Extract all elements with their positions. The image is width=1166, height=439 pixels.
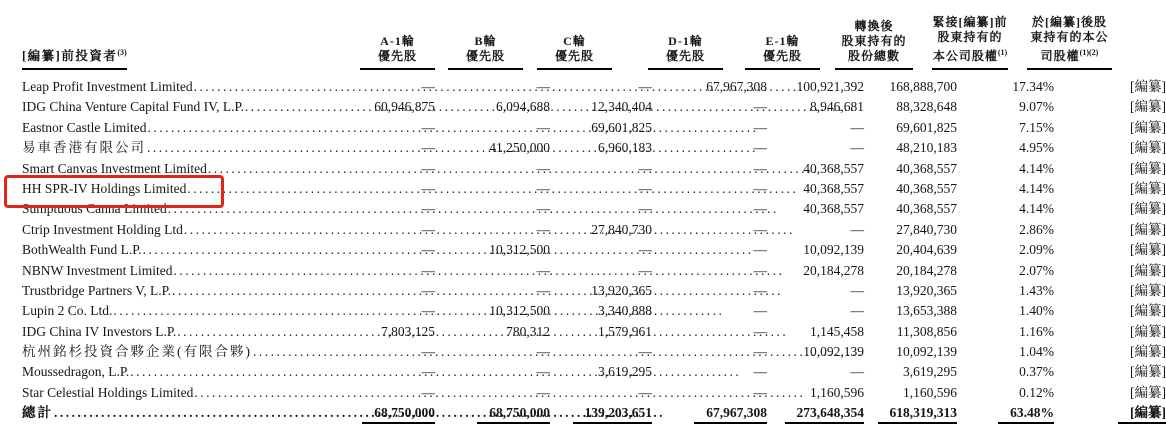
column-header-b: B輪 優先股 (448, 34, 523, 70)
cell-total: 1,160,596 (903, 384, 957, 400)
cell-total: 11,308,856 (896, 323, 957, 339)
table-row (22, 199, 1166, 219)
total-label: 總計 (22, 405, 53, 421)
investor-column-header (22, 46, 127, 70)
cell-a1: — (421, 344, 435, 360)
cell-e1: 100,921,392 (796, 79, 864, 94)
table-row (22, 301, 1166, 321)
cell-total: 40,368,557 (896, 180, 957, 196)
cell-total: 27,840,730 (896, 221, 957, 237)
cell-b: — (536, 262, 550, 278)
investor-name-cell (22, 220, 345, 240)
table-row (22, 281, 1166, 301)
cell-pct_before: 1.43% (1019, 282, 1054, 298)
investor-name-cell (22, 281, 345, 301)
cell-c: — (638, 180, 652, 196)
cell-d1: — (753, 344, 767, 360)
cell-b: — (536, 119, 550, 135)
cell-pct_before: 0.12% (1019, 384, 1054, 400)
cell-d1: — (753, 303, 767, 319)
cell-pct_after: [編纂] (1130, 323, 1166, 339)
table-row (22, 240, 1166, 260)
cell-c: — (638, 262, 652, 278)
cell-e1: 10,092,139 (803, 242, 864, 258)
cell-b: — (536, 364, 550, 380)
cell-b: 10,312,500 (489, 303, 550, 319)
investor-name-cell (22, 179, 345, 199)
cell-total: 20,404,639 (896, 242, 957, 258)
cell-pct_after: [編纂] (1130, 160, 1166, 176)
investor-name: BothWealth Fund L.P. (22, 242, 142, 258)
cell-a1: 60,946,875 (374, 99, 435, 115)
table-row-highlighted (22, 179, 1166, 199)
cell-e1 (767, 403, 864, 423)
column-header-pct_before: 緊接[編纂]前 股東持有的 本公司股權$^{(1)}$ (932, 15, 1008, 70)
pre-investor-shareholding-table (22, 15, 1166, 424)
table-row (22, 118, 1166, 138)
cell-pct_before: 4.14% (1019, 201, 1054, 217)
cell-d1: — (753, 384, 767, 400)
header-investor-column (22, 46, 345, 70)
cell-c: — (638, 242, 652, 258)
investor-name-cell (22, 301, 345, 321)
cell-pct_after: [編纂] (1130, 282, 1166, 298)
cell-pct_after: [編纂] (1130, 303, 1166, 319)
cell-b: 6,094,688 (496, 99, 550, 115)
cell-d1: — (753, 180, 767, 196)
investor-name-cell (22, 322, 345, 342)
table-body (22, 77, 1166, 424)
table-row (22, 159, 1166, 179)
cell-d1: — (753, 364, 767, 380)
cell-pct_before: 0.37% (1019, 364, 1054, 380)
investor-name: Star Celestial Holdings Limited (22, 384, 194, 400)
table-row (22, 220, 1166, 240)
investor-name-cell (22, 240, 345, 260)
cell-total: 13,653,388 (896, 303, 957, 319)
cell-c: 27,840,730 (591, 221, 652, 237)
cell-total: 88,328,648 (896, 99, 957, 115)
investor-name: 杭州銘杉投資合夥企業(有限合夥) (22, 344, 252, 360)
cell-total (864, 403, 959, 423)
cell-d1: — (753, 160, 767, 176)
cell-pct_after (1062, 403, 1166, 423)
cell-c: 3,619,295 (598, 364, 652, 380)
cell-a1: — (421, 180, 435, 196)
investor-name: Moussedragon, L.P. (22, 364, 130, 380)
investor-name: Leap Profit Investment Limited (22, 79, 193, 94)
cell-b: — (536, 79, 550, 94)
total-row (22, 403, 1166, 423)
cell-total: 40,368,557 (896, 201, 957, 217)
cell-total: 48,210,183 (896, 140, 957, 156)
cell-pct_after: [編纂] (1130, 140, 1166, 156)
cell-c: — (638, 160, 652, 176)
cell-pct_after: [編纂] (1130, 384, 1166, 400)
table-row (22, 322, 1166, 342)
investor-name-cell (22, 159, 345, 179)
cell-c: 69,601,825 (591, 119, 652, 135)
cell-pct_before: 4.14% (1019, 180, 1054, 196)
cell-total: 3,619,295 (903, 364, 957, 380)
total-value-e1: 273,648,354 (785, 404, 865, 424)
table-row (22, 97, 1166, 117)
cell-total: 10,092,139 (896, 344, 957, 360)
table-row (22, 342, 1166, 362)
investor-column-header-footnote: (3) (117, 47, 127, 57)
cell-total: 69,601,825 (896, 119, 957, 135)
investor-name-cell (22, 403, 345, 423)
total-value-b: 68,750,000 (477, 404, 550, 424)
investor-name-cell (22, 199, 345, 219)
total-value-pct_before: 63.48% (998, 404, 1054, 424)
cell-pct_before: 1.40% (1019, 303, 1054, 319)
cell-e1: 8,946,681 (810, 99, 864, 115)
cell-a1 (345, 403, 462, 423)
cell-pct_after: [編纂] (1130, 364, 1166, 380)
cell-pct_after: [編纂] (1130, 180, 1166, 196)
cell-b: — (536, 282, 550, 298)
investor-column-header-label: [編纂]前投資者 (22, 49, 118, 63)
investor-name: Ctrip Investment Holding Ltd (22, 221, 183, 237)
cell-a1: 7,803,125 (381, 323, 435, 339)
cell-pct_before: 1.16% (1019, 323, 1054, 339)
investor-name: 易車香港有限公司 (22, 140, 146, 156)
cell-a1: — (421, 221, 435, 237)
cell-total: 168,888,700 (889, 79, 957, 94)
cell-a1: — (421, 201, 435, 217)
cell-a1: — (421, 384, 435, 400)
cell-a1: — (421, 262, 435, 278)
total-value-total: 618,319,313 (878, 404, 958, 424)
cell-a1: — (421, 140, 435, 156)
total-value-d1: 67,967,308 (694, 404, 767, 424)
table-row (22, 362, 1166, 382)
cell-b (462, 403, 563, 423)
cell-a1: — (421, 160, 435, 176)
table-row (22, 383, 1166, 403)
cell-b: 780,312 (506, 323, 550, 339)
cell-pct_after: [編纂] (1130, 221, 1166, 237)
cell-pct_before: 17.34% (1012, 79, 1054, 94)
cell-e1: 1,145,458 (810, 323, 864, 339)
cell-d1: 67,967,308 (706, 79, 767, 94)
header-column-a1 (345, 34, 435, 70)
header-column-total (820, 19, 913, 70)
investor-name-cell (22, 138, 345, 158)
investor-name: HH SPR-IV Holdings Limited (22, 180, 187, 196)
cell-d1: — (753, 242, 767, 258)
cell-total: 40,368,557 (896, 160, 957, 176)
cell-e1: 40,368,557 (803, 160, 864, 176)
investor-name-cell (22, 77, 345, 97)
cell-e1: — (850, 119, 864, 135)
cell-a1: — (421, 242, 435, 258)
column-header-a1: A-1輪 優先股 (360, 34, 435, 70)
cell-pct_after: [編纂] (1130, 242, 1166, 258)
cell-d1: — (753, 99, 767, 115)
cell-pct_before: 9.07% (1019, 99, 1054, 115)
cell-a1: — (421, 303, 435, 319)
table-header-row (22, 15, 1114, 70)
cell-a1: — (421, 364, 435, 380)
table-row (22, 77, 1166, 97)
investor-name: Lupin 2 Co. Ltd. (22, 303, 113, 319)
investor-name: IDG China IV Investors L.P. (22, 323, 177, 339)
header-column-pct_after (1008, 15, 1112, 70)
cell-total: 20,184,278 (896, 262, 957, 278)
cell-c: — (638, 79, 652, 94)
cell-pct_before: 2.09% (1019, 242, 1054, 258)
column-header-footnote: (1) (997, 48, 1008, 57)
investor-name-cell (22, 362, 345, 382)
cell-e1: 1,160,596 (810, 384, 864, 400)
investor-name-cell (22, 118, 345, 138)
cell-b: 41,250,000 (489, 140, 550, 156)
cell-e1: — (850, 303, 864, 319)
cell-c: 12,340,404 (591, 99, 652, 115)
table-row (22, 138, 1166, 158)
investor-name: Sumptuous Canna Limited (22, 201, 167, 217)
column-header-e1: E-1輪 優先股 (745, 34, 820, 70)
cell-pct_before: 2.07% (1019, 262, 1054, 278)
cell-e1: — (850, 364, 864, 380)
cell-d1 (656, 403, 767, 423)
investor-name-cell (22, 383, 345, 403)
cell-d1: — (753, 119, 767, 135)
investor-name: NBNW Investment Limited (22, 262, 173, 278)
column-header-d1: D-1輪 優先股 (648, 34, 723, 70)
cell-e1: 40,368,557 (803, 201, 864, 217)
cell-total: 13,920,365 (896, 282, 957, 298)
cell-c: — (638, 384, 652, 400)
column-header-c: C輪 優先股 (537, 34, 612, 70)
cell-e1: 20,184,278 (803, 262, 864, 278)
investor-name: IDG China Venture Capital Fund IV, L.P. (22, 99, 244, 115)
investor-name-cell (22, 261, 345, 281)
cell-d1: — (753, 262, 767, 278)
cell-b: — (536, 160, 550, 176)
column-header-pct_after: 於[編纂]後股 東持有的本公 司股權$^{(1)(2)}$ (1027, 15, 1112, 70)
column-header-footnote: (1)(2) (1079, 48, 1099, 57)
total-value-pct_after: [編纂] (1118, 404, 1166, 424)
cell-pct_after: [編纂] (1130, 262, 1166, 278)
total-value-c: 139,203,651 (573, 404, 653, 424)
cell-c: 1,579,961 (598, 323, 652, 339)
cell-a1: — (421, 119, 435, 135)
column-header-total: 轉換後 股東持有的 股份總數 (835, 19, 913, 70)
cell-e1: — (850, 282, 864, 298)
cell-pct_before: 7.15% (1019, 119, 1054, 135)
cell-c: 6,960,183 (598, 140, 652, 156)
cell-a1: — (421, 79, 435, 94)
cell-pct_before: 4.14% (1019, 160, 1054, 176)
investor-name: Smart Canvas Investment Limited (22, 160, 207, 176)
cell-d1: — (753, 140, 767, 156)
cell-pct_after: [編纂] (1130, 344, 1166, 360)
cell-d1: — (753, 282, 767, 298)
cell-pct_after: [編纂] (1130, 201, 1166, 217)
cell-b: — (536, 384, 550, 400)
cell-b: — (536, 344, 550, 360)
cell-d1: — (753, 221, 767, 237)
cell-e1: 10,092,139 (803, 344, 864, 360)
header-column-c (523, 34, 612, 70)
cell-e1: — (850, 221, 864, 237)
cell-pct_before: 2.86% (1019, 221, 1054, 237)
cell-b: 10,312,500 (489, 242, 550, 258)
cell-d1: — (753, 201, 767, 217)
cell-c: — (638, 201, 652, 217)
cell-c (563, 403, 656, 423)
cell-c: — (638, 344, 652, 360)
investor-name: Trustbridge Partners V, L.P. (22, 282, 172, 298)
header-column-e1 (723, 34, 820, 70)
cell-a1: — (421, 282, 435, 298)
cell-pct_before: 4.95% (1019, 140, 1054, 156)
cell-e1: 40,368,557 (803, 180, 864, 196)
cell-c: 3,340,888 (598, 303, 652, 319)
cell-pct_after: [編纂] (1130, 99, 1166, 115)
cell-b: — (536, 201, 550, 217)
cell-pct_after: [編纂] (1130, 119, 1166, 135)
investor-name-cell (22, 97, 345, 117)
header-column-d1 (612, 34, 723, 70)
cell-b: — (536, 180, 550, 196)
table-row (22, 261, 1166, 281)
investor-name-cell (22, 342, 345, 362)
cell-pct_after: [編纂] (1130, 79, 1166, 94)
cell-e1: — (850, 140, 864, 156)
header-column-b (435, 34, 523, 70)
total-value-a1: 68,750,000 (362, 404, 435, 424)
cell-pct_before (959, 403, 1062, 423)
cell-b: — (536, 221, 550, 237)
investor-name: Eastnor Castle Limited (22, 119, 147, 135)
cell-pct_before: 1.04% (1019, 344, 1054, 360)
cell-c: 13,920,365 (591, 282, 652, 298)
header-column-pct_before (913, 15, 1008, 70)
cell-d1: — (753, 323, 767, 339)
